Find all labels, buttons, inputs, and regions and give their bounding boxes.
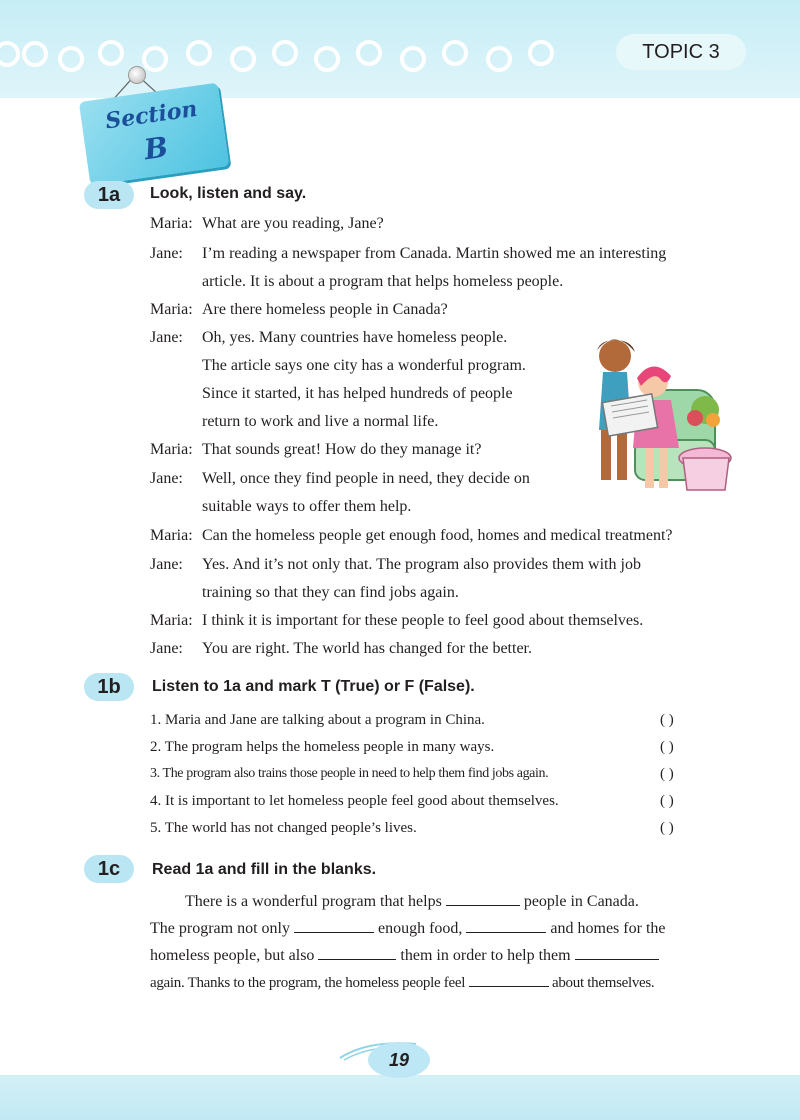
dialogue-line: Jane: I’m reading a newspaper from Canada. Martin showed me an interesting xyxy=(150,245,667,262)
blank[interactable] xyxy=(469,972,549,987)
fill-blank-line: There is a wonderful program that helps people in Canada. xyxy=(185,893,639,910)
dialogue-line: Maria: I think it is important for these people to feel good about themselves. xyxy=(150,612,644,629)
statement: 5. The world has not changed people’s lives. xyxy=(150,820,417,836)
dialogue-line: return to work and live a normal life. xyxy=(202,413,439,430)
section-letter: B xyxy=(141,130,171,167)
dialogue-line: Maria: Are there homeless people in Canada? xyxy=(150,301,448,318)
blank[interactable] xyxy=(294,918,374,933)
dialogue-line: Jane: Yes. And it’s not only that. The program also provides them with job xyxy=(150,556,641,573)
answer-blank: ( ) xyxy=(660,712,674,728)
dialogue-line: Maria: What are you reading, Jane? xyxy=(150,215,384,232)
bottom-banner xyxy=(0,1075,800,1120)
topic-label: TOPIC 3 xyxy=(616,34,746,70)
fill-blank-line: homeless people, but also them in order to help them xyxy=(150,945,732,965)
fill-blank-line: The program not only enough food, and homes for the xyxy=(150,920,666,937)
blank[interactable] xyxy=(466,918,546,933)
dialogue-line: Maria: Can the homeless people get enough food, homes and medical treatment? xyxy=(150,527,673,544)
dialogue-line: Maria: That sounds great! How do they manage it? xyxy=(150,441,482,458)
blank[interactable] xyxy=(318,945,396,960)
dialogue-line: article. It is about a program that helps homeless people. xyxy=(202,273,564,290)
blank[interactable] xyxy=(446,891,520,906)
badge-1a: 1a xyxy=(84,181,134,209)
decorative-circles xyxy=(0,28,620,80)
dialogue-line: suitable ways to offer them help. xyxy=(202,498,412,515)
answer-blank: ( ) xyxy=(660,739,674,755)
blank[interactable] xyxy=(575,945,659,960)
answer-blank: ( ) xyxy=(660,820,674,836)
dialogue-line: The article says one city has a wonderful program. xyxy=(202,357,526,374)
statement: 3. The program also trains those people in need to help them find jobs again. xyxy=(150,766,549,781)
dialogue-line: Jane: Oh, yes. Many countries have homeless people. xyxy=(150,329,508,346)
badge-1c: 1c xyxy=(84,855,134,883)
answer-blank: ( ) xyxy=(660,766,674,782)
dialogue-line: training so that they can find jobs again. xyxy=(202,584,459,601)
fill-blank-line: again. Thanks to the program, the homeless people feel about themselves. xyxy=(150,972,732,993)
girls-reading-illustration xyxy=(575,330,735,500)
statement: 2. The program helps the homeless people in many ways. xyxy=(150,739,495,755)
heading-1c: Read 1a and fill in the blanks. xyxy=(152,861,377,878)
page-number: 19 xyxy=(388,1050,410,1070)
heading-1b: Listen to 1a and mark T (True) or F (False). xyxy=(152,678,475,695)
badge-1b: 1b xyxy=(84,673,134,701)
dialogue-line: Jane: Well, once they find people in need, they decide on xyxy=(150,470,530,487)
section-sign xyxy=(79,83,229,186)
answer-blank: ( ) xyxy=(660,793,674,809)
section-word: Section xyxy=(103,95,199,135)
statement: 1. Maria and Jane are talking about a program in China. xyxy=(150,712,485,728)
heading-1a: Look, listen and say. xyxy=(150,185,307,202)
dialogue-line: Jane: You are right. The world has changed for the better. xyxy=(150,640,532,657)
statement: 4. It is important to let homeless people feel good about themselves. xyxy=(150,793,559,809)
dialogue-line: Since it started, it has helped hundreds of people xyxy=(202,385,513,402)
pin-icon xyxy=(128,66,146,84)
